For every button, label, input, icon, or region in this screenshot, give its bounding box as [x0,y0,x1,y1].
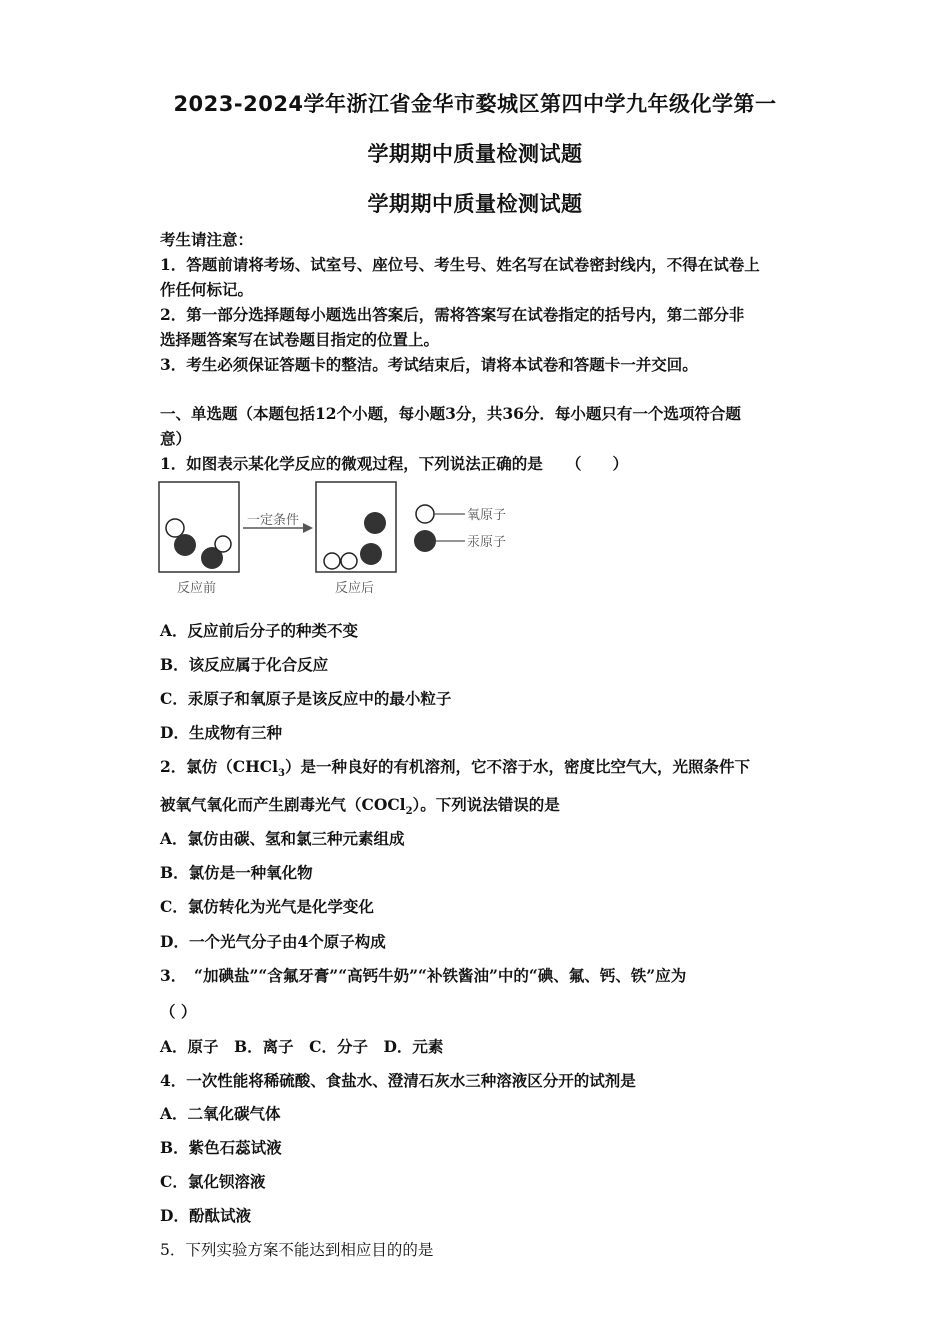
question-1-option-d: D．生成物有三种 [160,723,282,742]
question-4-option-d: D．酚酞试液 [160,1206,251,1225]
title-line-1: 2023-2024学年浙江省金华市婺城区第四中学九年级化学第一 [173,92,777,116]
question-4-option-b: B．紫色石蕊试液 [160,1138,282,1157]
legend-oxygen-label: 氧原子 [467,508,507,523]
title-line-2: 学期期中质量检测试题 [367,142,583,166]
question-4-option-a: A．二氧化碳气体 [160,1104,281,1123]
notice-item-1-line-1: 1．答题前请将考场、试室号、座位号、考生号、姓名写在试卷密封线内，不得在试卷上 [160,255,760,274]
legend-mercury-icon [414,530,436,552]
legend-oxygen-icon [416,505,434,523]
mercury-atom [174,534,196,556]
before-label: 反应前 [177,581,217,596]
question-3-options: A．原子 B．离子 C．分子 D．元素 [160,1037,444,1056]
reaction-diagram [155,478,535,603]
oxygen-atom [215,536,231,552]
question-3-stem-line-1: 3． “加碘盐”“含氟牙膏”“高钙牛奶”“补铁酱油”中的“碘、氟、钙、铁”应为 [160,966,687,985]
notice-item-2-line-2: 选择题答案写在试卷题目指定的位置上。 [160,330,440,349]
question-1-stem: 1．如图表示某化学反应的微观过程，下列说法正确的是 （ ） [160,454,629,473]
question-2-option-b: B．氯仿是一种氧化物 [160,863,313,882]
question-2-option-d: D．一个光气分子由4个原子构成 [160,932,386,951]
title-line-3: 学期期中质量检测试题 [367,192,583,216]
question-3-stem-line-2: （ ） [160,1002,197,1021]
after-label: 反应后 [335,581,375,596]
mercury-atom [364,512,386,534]
oxygen-atom [341,553,357,569]
oxygen-atom [324,553,340,569]
section-heading-line-1: 一、单选题（本题包括12个小题，每小题3分，共36分．每小题只有一个选项符合题 [160,404,741,423]
question-2-option-c: C．氯仿转化为光气是化学变化 [160,897,374,916]
notice-item-2-line-1: 2．第一部分选择题每小题选出答案后，需将答案写在试卷指定的括号内，第二部分非 [160,305,745,324]
question-1-option-a: A．反应前后分子的种类不变 [160,621,359,640]
question-5-stem: 5．下列实验方案不能达到相应目的的是 [160,1241,434,1259]
question-2-stem-line-2: 被氧气氧化而产生剧毒光气（COCl$_2$）。下列说法错误的是 [160,795,560,818]
section-heading-line-2: 意） [160,429,192,448]
question-1-option-b: B．该反应属于化合反应 [160,655,329,674]
question-2-stem-line-1: 2．氯仿（CHCl$_3$）是一种良好的有机溶剂，它不溶于水，密度比空气大，光照条件下 [160,757,750,780]
question-1-option-c: C．汞原子和氧原子是该反应中的最小粒子 [160,689,452,708]
question-4-stem: 4．一次性能将稀硫酸、食盐水、澄清石灰水三种溶液区分开的试剂是 [160,1071,636,1090]
mercury-atom [360,543,382,565]
notice-item-3: 3．考生必须保证答题卡的整洁。考试结束后，请将本试卷和答题卡一并交回。 [160,355,698,374]
question-2-option-a: A．氯仿由碳、氢和氯三种元素组成 [160,829,405,848]
arrow-condition-label: 一定条件 [247,513,300,528]
notice-heading: 考生请注意： [160,230,254,249]
question-4-option-c: C．氯化钡溶液 [160,1172,266,1191]
notice-item-1-line-2: 作任何标记。 [160,280,254,299]
oxygen-atom [166,519,184,537]
legend-mercury-label: 汞原子 [467,535,507,550]
arrow-head-icon [303,523,313,533]
